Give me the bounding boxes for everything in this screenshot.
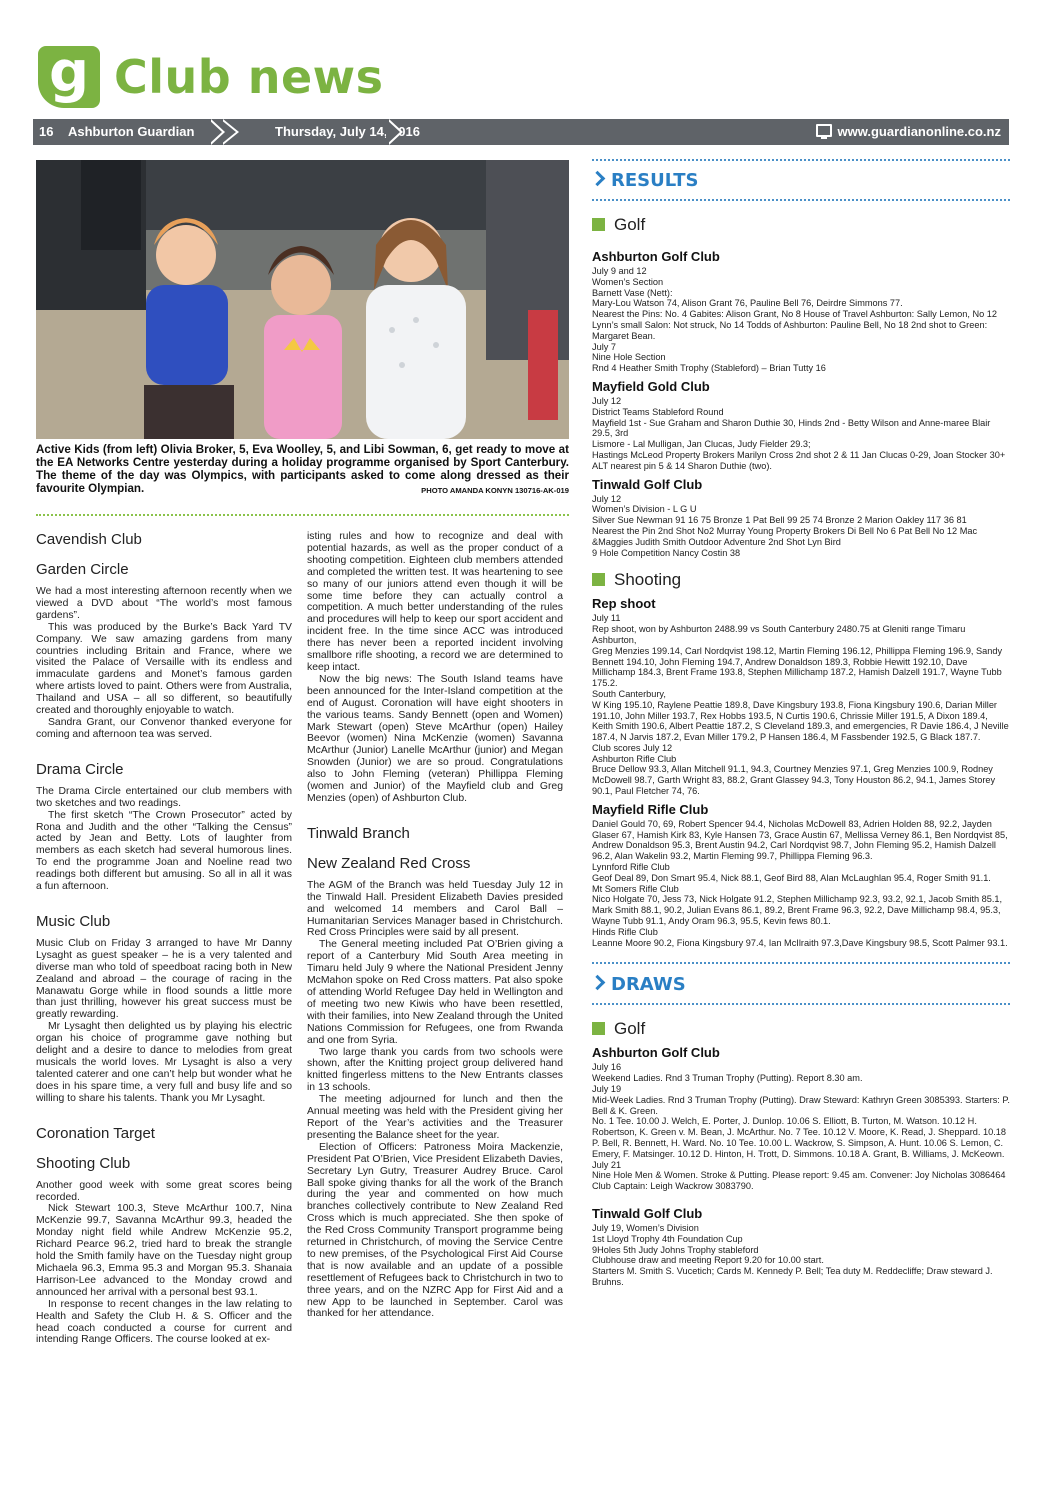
- heading-red-cross: New Zealand Red Cross: [307, 854, 471, 872]
- club-mayfield-golf: Mayfield Gold Club: [592, 378, 710, 394]
- draws-heading: DRAWS: [592, 974, 1010, 995]
- paragraph: The Drama Circle entertained our club members with two sketches and two readings.: [36, 785, 292, 809]
- paragraph: Sandra Grant, our Convenor thanked everyone for coming and afternoon tea was served.: [36, 716, 292, 740]
- category-golf: Golf: [592, 215, 1010, 235]
- red-cross-article: [307, 880, 563, 1321]
- photo-caption: [36, 443, 569, 497]
- shooting-article-continued: [307, 531, 563, 805]
- news-photo: [36, 160, 569, 439]
- heading-tinwald-branch: Tinwald Branch: [307, 824, 410, 842]
- paper-name: Ashburton Guardian: [68, 124, 195, 139]
- heading-cavendish: Cavendish Club: [36, 531, 142, 548]
- monitor-icon: [816, 124, 832, 137]
- right-column: [592, 170, 1010, 1288]
- paragraph: Election of Officers: Patroness Moira Mackenzie, President Pat O’Brien, Vice President Elizabeth Davies, Secretary Lyn Gutry, Treasurer Audrey Bruce. Carol Ball spoke giving thanks for all the work of the Branch during the year and commented on how much branches collectively contribute to New Zealand Red Cross which is much appreciated. She then spoke of the Red Cross Community Transport programme being returned in Christchurch, of moving the Service Centre to new premises, of the Psychological First Aid Course that is now available and an update of a possible resettlement of Refugees back to Christchurch in two to three years, and on the NZRC App for First Aid and a new App to be launched in September. Carol was thanked for her attendance.: [307, 1141, 563, 1320]
- club-ashburton-golf: Ashburton Golf Club: [592, 1045, 720, 1061]
- heading-rep-shoot: Rep shoot: [592, 596, 656, 612]
- heading-coronation-target: Coronation Target: [36, 1124, 155, 1142]
- middle-column: [307, 531, 563, 1320]
- tinwald-golf-results: July 12 Women’s Division - L G U Silver Sue Newman 91 16 75 Bronze 1 Pat Bell 99 25 74 Bronze 2 Marion Oakley 117 36 81 Nearest the Pin 2nd Shot No2 Murray Young Property Brokers Di Bell No 6 Pat Bell No 12 Mac &Maggies Judith Smith Outdoor Adventure 2nd Shot Lyn Bird 9 Hole Competition Nancy Costin 38: [592, 493, 978, 558]
- club-tinwald-golf: Tinwald Golf Club: [592, 476, 703, 492]
- mayfield-rifle-results: Daniel Gould 70, 69, Robert Spencer 94.4, Nicholas McDowell 83, Adrien Holden 88, 92.2, Jayden Glaser 67, Hamish Kirk 83, Kyle Hansen 73, Grace Austin 67, Mellissa Verney 86.1, Ben Nordqvist 85, Andrew Donaldson 95.3, Brent Austin 94.2, Carl Nordqvist 98.7, John Fleming 95.2, Hamish Dalzell 96.2, Alan Wakelin 93.2, Martin Fleming 99.7, Phillippa Fleming 96.3. Lynnford Rifle Club Geof Deal 89, Don Smart 95.4, Nick 88.1, Geof Bird 88, Alan McLaughlan 95.4, Roger Smith 91.1. Mt Somers Rifle Club Nico Holgate 70, Jess 73, Nick Holgate 91.2, Stephen Millichamp 92.3, 93.2, 92.1, Jacob Smith 85.1, Mark Smith 88.1, 90.2, Julian Evans 86.1, 89.2, Brent Frame 96.3, 92.2, Dave Millichamp 98.4, 95.3, Wayne Tubb 91.1, Andy Oram 96.3, 95.5, Kevin fews 80.1. Hinds Rifle Club Leanne Moore 90.2, Fiona Kingsbury 97.4, Ian McIlraith 97.3,Dave Kingsbury 98.5, Scott Palmer 93.1.: [592, 818, 1008, 948]
- tinwald-golf-draw: July 19, Women’s Division 1st Lloyd Trophy 4th Foundation Cup 9Holes 5th Judy Johns Trophy stableford Clubhouse draw and meeting Report 9.20 for 10.00 start. Starters M. Smith S. Vucetich; Cards M. Kennedy P. Bell; Tea duty M. Reddecliffe; Draw steward J. Bruhns.: [592, 1223, 993, 1287]
- paragraph: The meeting adjourned for lunch and then the Annual meeting was held with the President giving her Report of the Year’s activities and the Treasurer presenting the Balance sheet for the year.: [307, 1094, 563, 1141]
- paragraph: Mr Lysaght then delighted us by playing his electric organ his choice of programme gave nothing but delight and a desire to dance to melodies from great musicals the world loves. Mr Lysaght is also a very talented caterer and one can’t help but wonder what he does in his spare time, a very full and busy life and so willing to share his talents. Thank you Mr Lysaght.: [36, 1021, 292, 1104]
- heading-drama-circle: Drama Circle: [36, 760, 124, 778]
- heading-music-club: Music Club: [36, 912, 111, 930]
- section-divider: [592, 199, 1010, 201]
- paragraph: Nick Stewart 100.3, Steve McArthur 100.7, Nina McKenzie 99.7, Savanna McArthur 99.3, headed the Monday night field while Andrew McKenzie 95.2, Richard Pearce 96.2, tried hard to break the strangle hold the Smith family have on the Tuesday night group Michaela 96.3, Emma 95.3 and Morgan 95.3. Shanaia Harrison-Lee advanced to the Monday crowd and announced her arrival with a personal best 93.1.: [36, 1203, 292, 1298]
- category-golf: Golf: [592, 1019, 1010, 1039]
- club-tinwald-golf: Tinwald Golf Club: [592, 1206, 703, 1221]
- shooting-article: [36, 1180, 292, 1347]
- paragraph: We had a most interesting afternoon recently when we viewed a DVD about “The world’s most famous gardens”.: [36, 586, 292, 621]
- heading-garden-circle: Garden Circle: [36, 561, 129, 578]
- paragraph: Another good week with some great scores being recorded.: [36, 1179, 292, 1203]
- rep-shoot-results: July 11 Rep shoot, won by Ashburton 2488.99 vs South Canterbury 2480.75 at Gleniti range Timaru Ashburton, Greg Menzies 199.14, Carl Nordqvist 198.12, Martin Fleming 196.12, Phillippa Fleming 196.9, Sandy Bennett 194.10, John Fleming 194.7, Andrew Donaldson 189.3, Robbie Hewitt 192.10, Dave Millichamp 184.3, Brent Frame 193.8, Stephen Millichamp 187.2, Hamish Dalzell 191.7, Wayne Tubb 175.2. South Canterbury, W King 195.10, Raylene Peattie 189.8, Dave Kingsbury 193.8, Fiona Kingsbury 190.6, Darian Miller 191.10, John Miller 193.7, Rex Hobbs 193.5, N Curtis 190.6, Chrissie Miller 191.5, A Dixon 189.4, Keith Smith 190.6, Albert Peattie 187.2, S Cleveland 189.3, and emergencies, R Davie 186.4, J Neville 187.4, N Jarvis 187.2, Evan Miller 179.2, P Hansen 186.4, M Fassbender 192.5, G Black 187.7. Club scores July 12 Ashburton Rifle Club Bruce Dellow 93.3, Allan Mitchell 91.1, 94.3, Courtney Menzies 97.1, Greg Menzies 100.9, Rodney McDowell 98.7, Garth Wright 83, 88.2, Grant Glassey 94.3, Tony Houston 86.2, 94.1, James Storey 90.1, Paul Fletcher 74, 76.: [592, 613, 1009, 797]
- paragraph: The AGM of the Branch was held Tuesday July 12 in the Tinwald Hall. President Elizabeth Davies presided and welcomed 14 members and Carol Ball – Humanitarian Services Manager based in Christchurch. Red Cross Principles were said by all present.: [307, 879, 563, 939]
- logo-letter: g: [48, 40, 90, 105]
- paragraph: Now the big news: The South Island teams have been announced for the Inter-Island competition at the end of August. Coronation will have eight shooters in the various teams. Sandy Bennett (open and Women) Mark Stewart (open) Steve McArthur (open) Hailey Beevor (women) Nina McKenzie (women) Savanna McArthur (Junior) Lanelle McArthur (junior) and Megan Snowden (Junior) we are so proud. Congratulations also to John Fleming (veteran) Phillippa Fleming (women and Junior) of the Mayfield club and Greg Menzies (open) of Ashburton Club.: [307, 673, 563, 804]
- paragraph: The General meeting included Pat O’Brien giving a report of a Canterbury Mid South Area meeting in Timaru held July 9 where the National President Jenny McMahon spoke on Red Cross matters. Pat also spoke of attending World Refugee Day held in Wellington and of meeting two new Kiwis who have been resettled, with their families, into New Zealand through the United Nations Commission for Refugees, one from Rwanda and one from Syria.: [307, 939, 563, 1046]
- site-link[interactable]: [816, 119, 1001, 145]
- paragraph: Music Club on Friday 3 arranged to have Mr Danny Lysaght as guest speaker – he is a very talented and diverse man who told of speedboat racing both in New Zealand and abroad – the courage of racing in the Manawatu Gorge while in flood sounds a little more than just thrilling, however his great success must be greatly rewarding.: [36, 937, 292, 1021]
- section-divider: [592, 1003, 1010, 1005]
- section-divider: [592, 159, 1010, 161]
- paragraph: isting rules and how to recognize and deal with potential hazards, as well as the proper conduct of a shooting competition. Eighteen club members attended and completed the written test. It was heartening to see so many of our juniors attend even though it will be some time before they can actually control a competition. A much better understanding of the rules and procedures will help to keep our sport accident and incident free. In the time since ACC was introduced there has never been a reported incident involving smallbore rifle shooting, a record we are determined to keep intact.: [307, 531, 563, 673]
- page-number: 16: [39, 124, 54, 139]
- square-bullet-icon: [592, 218, 605, 231]
- section-divider: [592, 962, 1010, 964]
- caption-text: Active Kids (from left) Olivia Broker, 5, Eva Woolley, 5, and Libi Sowman, 6, get ready to move at the EA Networks Centre yesterday during a holiday programme organised by Sport Canterbury. The theme of the day was Olympics, with participants asked to come along dressed as their favourite Olympian.: [36, 443, 569, 495]
- left-column: [36, 531, 292, 1346]
- club-mayfield-rifle: Mayfield Rifle Club: [592, 801, 709, 817]
- paragraph: Two large thank you cards from two schools were shown, after the Knitting project group delivered hand knitted fingerless mittens to the New Entrants classes in 13 schools.: [307, 1046, 563, 1094]
- chevron-right-icon: [590, 171, 606, 187]
- photo-credit: PHOTO AMANDA KONYN 130716-AK-019: [421, 486, 569, 495]
- square-bullet-icon: [592, 573, 605, 586]
- drama-article: [36, 786, 292, 893]
- music-article: [36, 938, 292, 1105]
- category-shooting: Shooting: [592, 570, 1010, 590]
- heading-shooting-club: Shooting Club: [36, 1154, 131, 1172]
- mayfield-golf-results: July 12 District Teams Stableford Round Mayfield 1st - Sue Graham and Sharon Duthie 30, Hinds 2nd - Betty Wilson and Anne-maree Blair 29.5, 3rd Lismore - Lal Mulligan, Jan Clucas, Judy Fielder 29.3; Hastings McLeod Property Brokers Marilyn Cross 2nd shot 2 & 11 Jan Clucas 0-29, Joan Stocker 30+ ALT nearest pin 5 & 14 Sharon Duthie (two).: [592, 395, 1006, 471]
- photo-illustration: [36, 160, 569, 439]
- club-ashburton-golf: Ashburton Golf Club: [592, 249, 720, 264]
- ashburton-golf-results: July 9 and 12 Women’s Section Barnett Vase (Nett): Mary-Lou Watson 74, Alison Grant 76, Pauline Bell 76, Deirdre Simmons 77. Nearest the Pins: No. 4 Gabites: Alison Grant, No 8 House of Travel Ashburton: Sally Lemon, No 12 Lynn’s small Salon: Not struck, No 14 Todds of Ashburton: Pauline Bell, No 18 2nd shot to Green: Margaret Bean. July 7 Nine Hole Section Rnd 4 Heather Smith Trophy (Stableford) – Brian Tutty 16: [592, 266, 997, 374]
- garden-article: [36, 586, 292, 741]
- paragraph: The first sketch “The Crown Prosecutor” acted by Rona and Judith and the other “Talking the Census” acted by Jean and Betty. Lots of laughter from members as each sketch had several humorous lines. To end the programme Joan and Noeline read two readings both different but amusing. So all in all it was a fun afternoon.: [36, 809, 292, 893]
- page-info-bar: [33, 119, 1009, 145]
- site-url: www.guardianonline.co.nz: [837, 124, 1001, 139]
- paragraph: In response to recent changes in the law relating to Health and Safety the Club H. & S. Officer and the head coach conducted a course for current and intending Range Officers. The course looked at ex-: [36, 1298, 292, 1346]
- results-heading: RESULTS: [592, 170, 1010, 191]
- chevron-right-icon: [590, 975, 606, 991]
- section-title: Club news: [114, 50, 384, 104]
- square-bullet-icon: [592, 1022, 605, 1035]
- issue-date: Thursday, July 14, 2016: [275, 124, 420, 139]
- guardian-logo: [38, 40, 100, 108]
- ashburton-golf-draw: July 16 Weekend Ladies. Rnd 3 Truman Trophy (Putting). Report 8.30 am. July 19 Mid-Week Ladies. Rnd 3 Truman Trophy (Putting). Draw Steward: Kathryn Green 3085393. Starters: P. Bell & K. Green. No. 1 Tee. 10.00 J. Welch, E. Porter, J. Dunlop. 10.06 S. Elliott, B. Turton, M. Watson. 10.12 H. Robertson, K. Green v. M. Bean, J. McArthur. No. 7 Tee. 10.12 V. Moore, K. Read, J. Sheppard. 10.18 P. Bell, R. Bennett, H. Ward. No. 10 Tee. 10.00 L. Wackrow, S. Simpson, A. Hunt. 10.06 S. Lemon, C. Emery, F. Matsinger. 10.12 D. Hinton, H. Trott, D. Simmons. 10.18 A. Grant, B. Williams, J. McKeown. July 21 Nine Hole Men & Women. Stroke & Putting. Please report: 9.45 am. Convener: Joy Nicholas 3086464 Club Captain: Leigh Wackrow 3083790.: [592, 1062, 1010, 1192]
- section-divider: [36, 514, 569, 516]
- paragraph: This was produced by the Burke’s Back Yard TV Company. We saw amazing gardens from many countries including Britain and France, where we visited the Palace of Versaille with its endless and immaculate gardens and Monet’s famous garden where artists loved to paint. Others were from Australia, Thailand and USA – all so different, so beautifully created and thoroughly enjoyable to watch.: [36, 621, 292, 717]
